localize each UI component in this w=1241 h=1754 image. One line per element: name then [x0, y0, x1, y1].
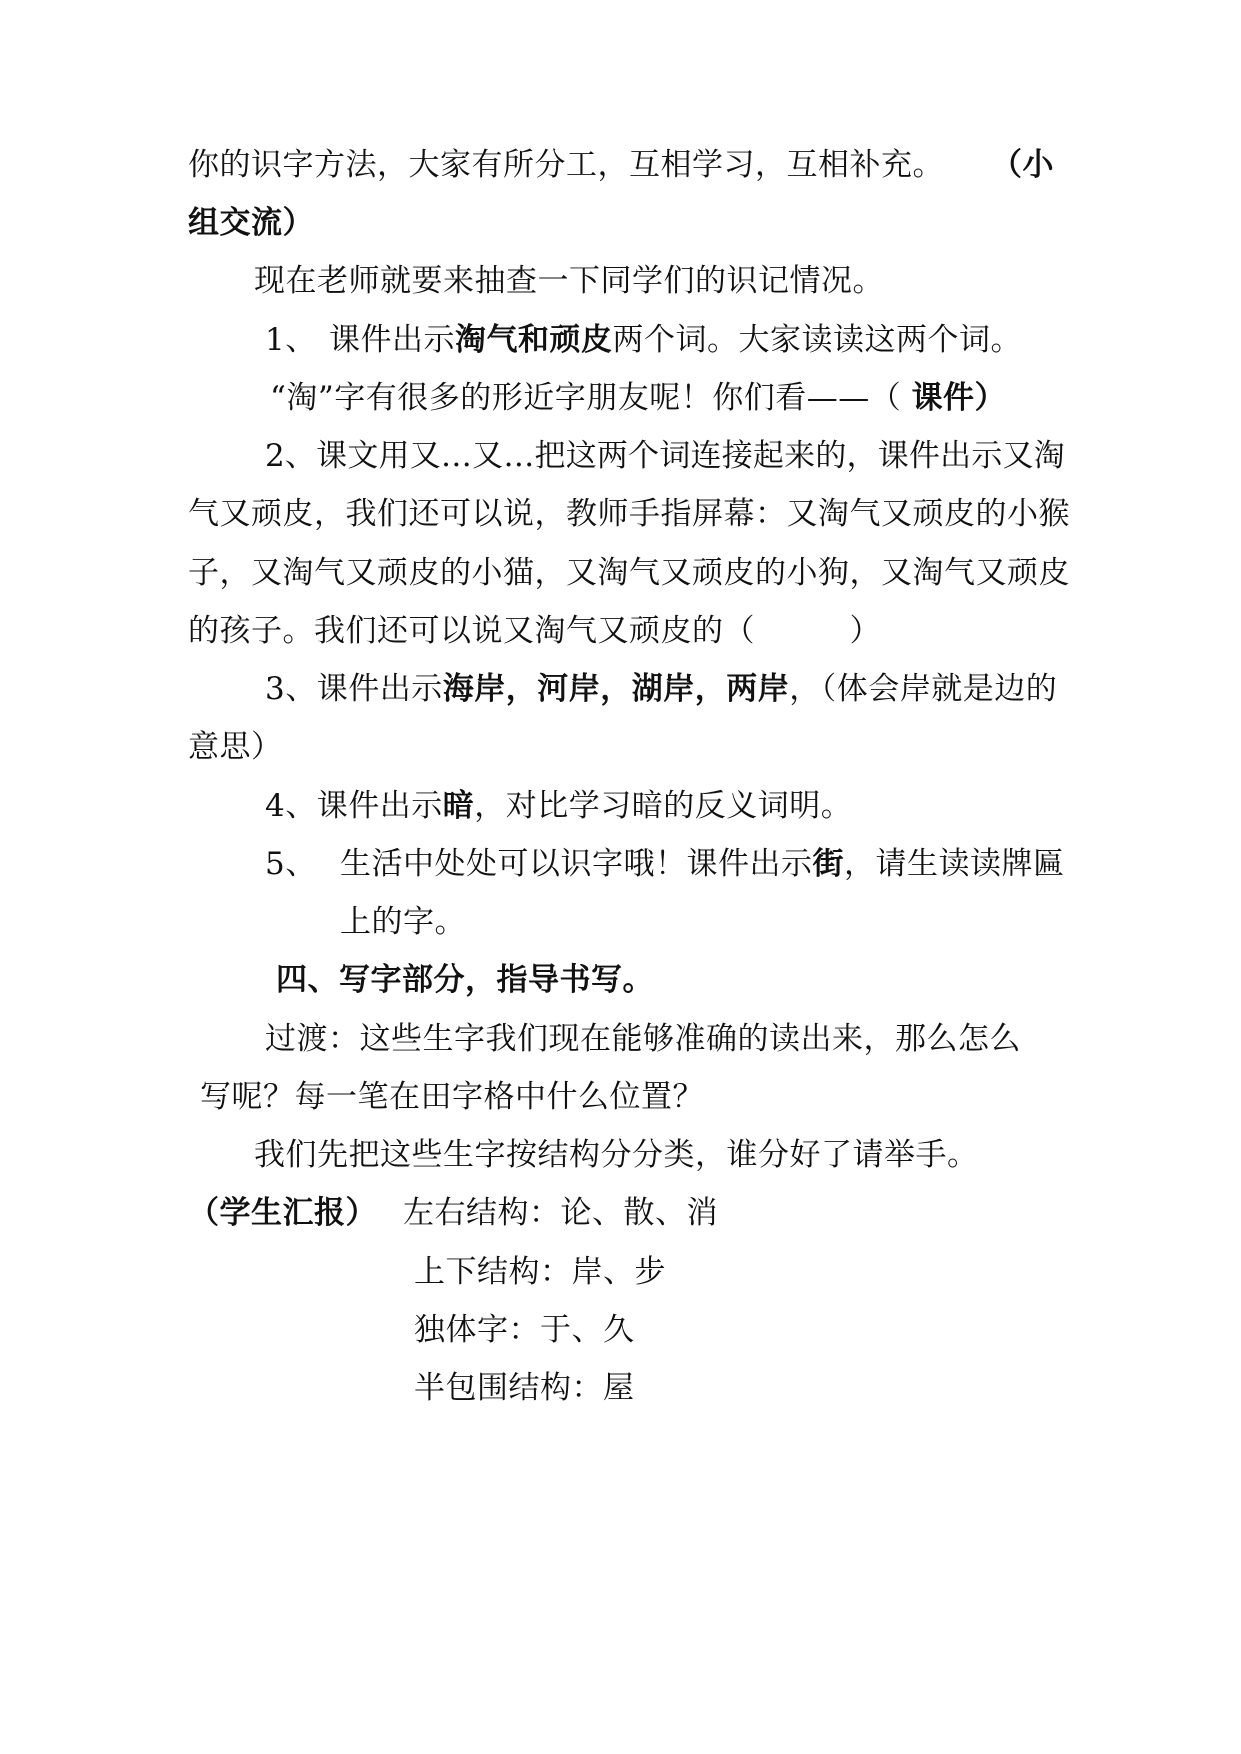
item-5-number: 5、 — [265, 846, 317, 882]
transition-line-1: 过渡：这些生字我们现在能够准确的读出来，那么怎么 — [265, 1021, 1021, 1057]
intro-text: 你的识字方法，大家有所分工，互相学习，互相补充。 — [188, 147, 944, 183]
student-report-label: （学生汇报） — [188, 1195, 377, 1231]
item-1-number: 1、 — [265, 322, 317, 358]
structure-top-bottom: 上下结构：岸、步 — [414, 1254, 666, 1290]
item-4-word: 暗 — [442, 788, 475, 824]
tao-bold: 课件） — [911, 380, 1007, 416]
item-5-line-1: 生活中处处可以识字哦！课件出示街，请生读读牌匾 — [340, 846, 1065, 882]
item-5-word: 街 — [812, 846, 844, 882]
item-5-line-2: 上的字。 — [340, 904, 466, 940]
item-2-line-1: 2、课文用又…又…把这两个词连接起来的，课件出示又淘 — [265, 438, 1065, 474]
structure-half-enclosed: 半包围结构：屋 — [414, 1370, 635, 1406]
item-3-line-1: 3、课件出示海岸，河岸，湖岸，两岸，（体会岸就是边的 — [265, 671, 1058, 707]
structure-left-right: 左右结构：论、散、消 — [403, 1195, 718, 1231]
transition-line-2: 写呢？每一笔在田字格中什么位置？ — [200, 1079, 704, 1115]
section-4-title: 四、写字部分，指导书写。 — [276, 962, 654, 998]
item-4-line: 4、课件出示暗，对比学习暗的反义词明。 — [265, 788, 853, 824]
intro-line-2: 组交流） — [188, 205, 314, 241]
intro-bold-tail: （小 — [991, 147, 1054, 183]
structure-single: 独体字：于、久 — [414, 1312, 635, 1348]
item-3-line-2: 意思） — [188, 729, 283, 765]
item-1-words: 淘气和顽皮 — [455, 322, 613, 358]
item-2-line-4: 的孩子。我们还可以说又淘气又顽皮的（ ） — [188, 613, 881, 649]
intro-line-1 — [188, 145, 1054, 185]
item-2-line-3: 子，又淘气又顽皮的小猫，又淘气又顽皮的小狗，又淘气又顽皮 — [188, 555, 1070, 591]
item-3-words: 海岸，河岸，湖岸，两岸 — [442, 671, 790, 707]
item-1-text: 课件出示淘气和顽皮两个词。大家读读这两个词。 — [329, 322, 1022, 358]
classify-line: 我们先把这些生字按结构分分类，谁分好了请举手。 — [254, 1137, 979, 1173]
item-2-line-2: 气又顽皮，我们还可以说，教师手指屏幕：又淘气又顽皮的小猴 — [188, 496, 1070, 532]
tao-line: “淘”字有很多的形近字朋友呢！你们看——（ 课件） — [270, 380, 1007, 416]
check-paragraph: 现在老师就要来抽查一下同学们的识记情况。 — [254, 263, 884, 299]
